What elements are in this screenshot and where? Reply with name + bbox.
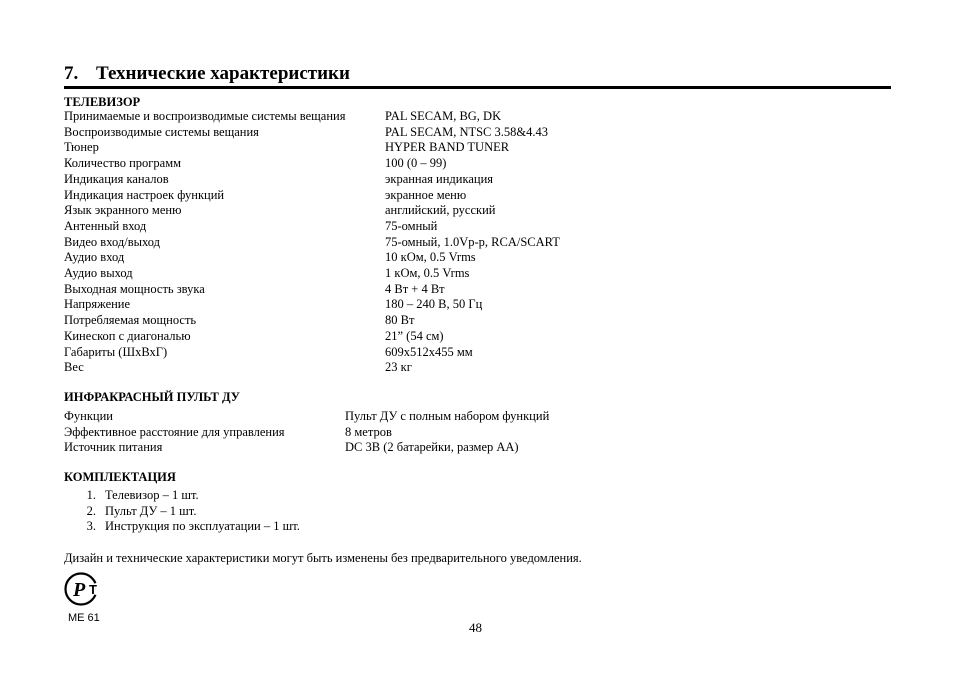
section-title: Технические характеристики — [96, 63, 350, 84]
tv-spec-label: Габариты (ШхВхГ) — [64, 344, 168, 359]
tv-spec-value: 180 – 240 В, 50 Гц — [385, 297, 483, 312]
tv-spec-label: Тюнер — [64, 140, 99, 155]
list-item-number: 3. — [86, 519, 96, 534]
tv-spec-row — [64, 219, 891, 235]
list-item-text: Инструкция по эксплуатации – 1 шт. — [105, 519, 300, 534]
tv-spec-value: 21” (54 см) — [385, 328, 444, 343]
tv-spec-row — [64, 345, 891, 361]
tv-spec-value: 23 кг — [385, 360, 412, 375]
tv-spec-label: Индикация настроек функций — [64, 187, 225, 202]
page-title — [64, 62, 891, 89]
certification-mark-icon — [62, 571, 108, 607]
tv-spec-row — [64, 109, 891, 125]
tv-spec-value: 1 кОм, 0.5 Vrms — [385, 266, 470, 281]
ir-spec-value: Пульт ДУ с полным набором функций — [345, 408, 550, 423]
tv-spec-value: PAL SECAM, BG, DK — [385, 109, 502, 123]
ir-section-title: ИНФРАКРАСНЫЙ ПУЛЬТ ДУ — [64, 389, 240, 404]
tv-spec-row — [64, 297, 891, 313]
tv-spec-value: 100 (0 – 99) — [385, 156, 447, 171]
list-item — [64, 519, 891, 535]
list-item — [64, 504, 891, 520]
tv-spec-value: 80 Вт — [385, 313, 415, 328]
section-number: 7. — [64, 63, 79, 84]
tv-spec-value: HYPER BAND TUNER — [385, 140, 510, 155]
tv-spec-row — [64, 140, 891, 156]
tv-spec-label: Выходная мощность звука — [64, 281, 205, 296]
tv-spec-row — [64, 313, 891, 329]
ir-spec-row — [64, 409, 891, 425]
tv-spec-label: Язык экранного меню — [64, 203, 182, 218]
tv-spec-label: Аудио выход — [64, 266, 133, 281]
ir-spec-label: Эффективное расстояние для управления — [64, 424, 285, 439]
tv-spec-row — [64, 250, 891, 266]
disclaimer-note: Дизайн и технические характеристики могут быть изменены без предварительного уведомления. — [64, 551, 582, 565]
ir-spec-label: Источник питания — [64, 440, 163, 455]
list-item-text: Пульт ДУ – 1 шт. — [105, 503, 197, 518]
ir-spec-value: DC 3В (2 батарейки, размер АА) — [345, 440, 519, 455]
tv-spec-row — [64, 235, 891, 251]
tv-spec-row — [64, 125, 891, 141]
tv-spec-label: Напряжение — [64, 297, 131, 312]
ir-spec-row — [64, 440, 891, 456]
spec-page — [64, 62, 891, 535]
tv-section-title: ТЕЛЕВИЗОР — [64, 95, 141, 109]
tv-spec-value: экранная индикация — [385, 171, 494, 186]
tv-spec-row — [64, 203, 891, 219]
tv-spec-label: Воспроизводимые системы вещания — [64, 124, 259, 139]
certification-code: ME 61 — [68, 612, 100, 624]
svg-text:Р: Р — [73, 579, 86, 601]
svg-text:Т: Т — [89, 582, 97, 597]
tv-spec-label: Количество программ — [64, 156, 182, 171]
kit-section-title: КОМПЛЕКТАЦИЯ — [64, 470, 176, 485]
tv-spec-row — [64, 172, 891, 188]
list-item — [64, 488, 891, 504]
list-item-number: 1. — [86, 488, 96, 503]
tv-spec-value: 75-омный — [385, 218, 438, 233]
tv-spec-value: английский, русский — [385, 203, 496, 218]
tv-spec-row — [64, 156, 891, 172]
ir-spec-value: 8 метров — [345, 424, 392, 439]
ir-spec-row — [64, 425, 891, 441]
tv-spec-label: Видео вход/выход — [64, 234, 161, 249]
tv-spec-label: Кинескоп с диагональю — [64, 328, 191, 343]
ir-spec-label: Функции — [64, 408, 113, 423]
tv-spec-row — [64, 282, 891, 298]
list-item-text: Телевизор – 1 шт. — [105, 488, 199, 503]
tv-spec-value: 609х512х455 мм — [385, 344, 473, 359]
tv-spec-row — [64, 360, 891, 376]
kit-list — [64, 488, 891, 535]
page-number: 48 — [469, 620, 482, 635]
tv-spec-row — [64, 266, 891, 282]
tv-spec-value: 4 Вт + 4 Вт — [385, 281, 445, 296]
tv-spec-table — [64, 109, 891, 376]
tv-spec-label: Аудио вход — [64, 250, 125, 265]
tv-spec-label: Индикация каналов — [64, 171, 169, 186]
tv-spec-value: экранное меню — [385, 187, 467, 202]
tv-spec-label: Принимаемые и воспроизводимые системы вещания — [64, 109, 346, 123]
list-item-number: 2. — [86, 503, 96, 518]
tv-spec-label: Антенный вход — [64, 218, 147, 233]
tv-spec-value: 75-омный, 1.0Vp-p, RCA/SCART — [385, 234, 560, 249]
tv-spec-label: Потребляемая мощность — [64, 313, 197, 328]
tv-spec-value: 10 кОм, 0.5 Vrms — [385, 250, 476, 265]
tv-spec-row — [64, 188, 891, 204]
ir-spec-table — [64, 409, 891, 456]
tv-spec-row — [64, 329, 891, 345]
tv-spec-value: PAL SECAM, NTSC 3.58&4.43 — [385, 124, 548, 139]
tv-spec-label: Вес — [64, 360, 84, 375]
